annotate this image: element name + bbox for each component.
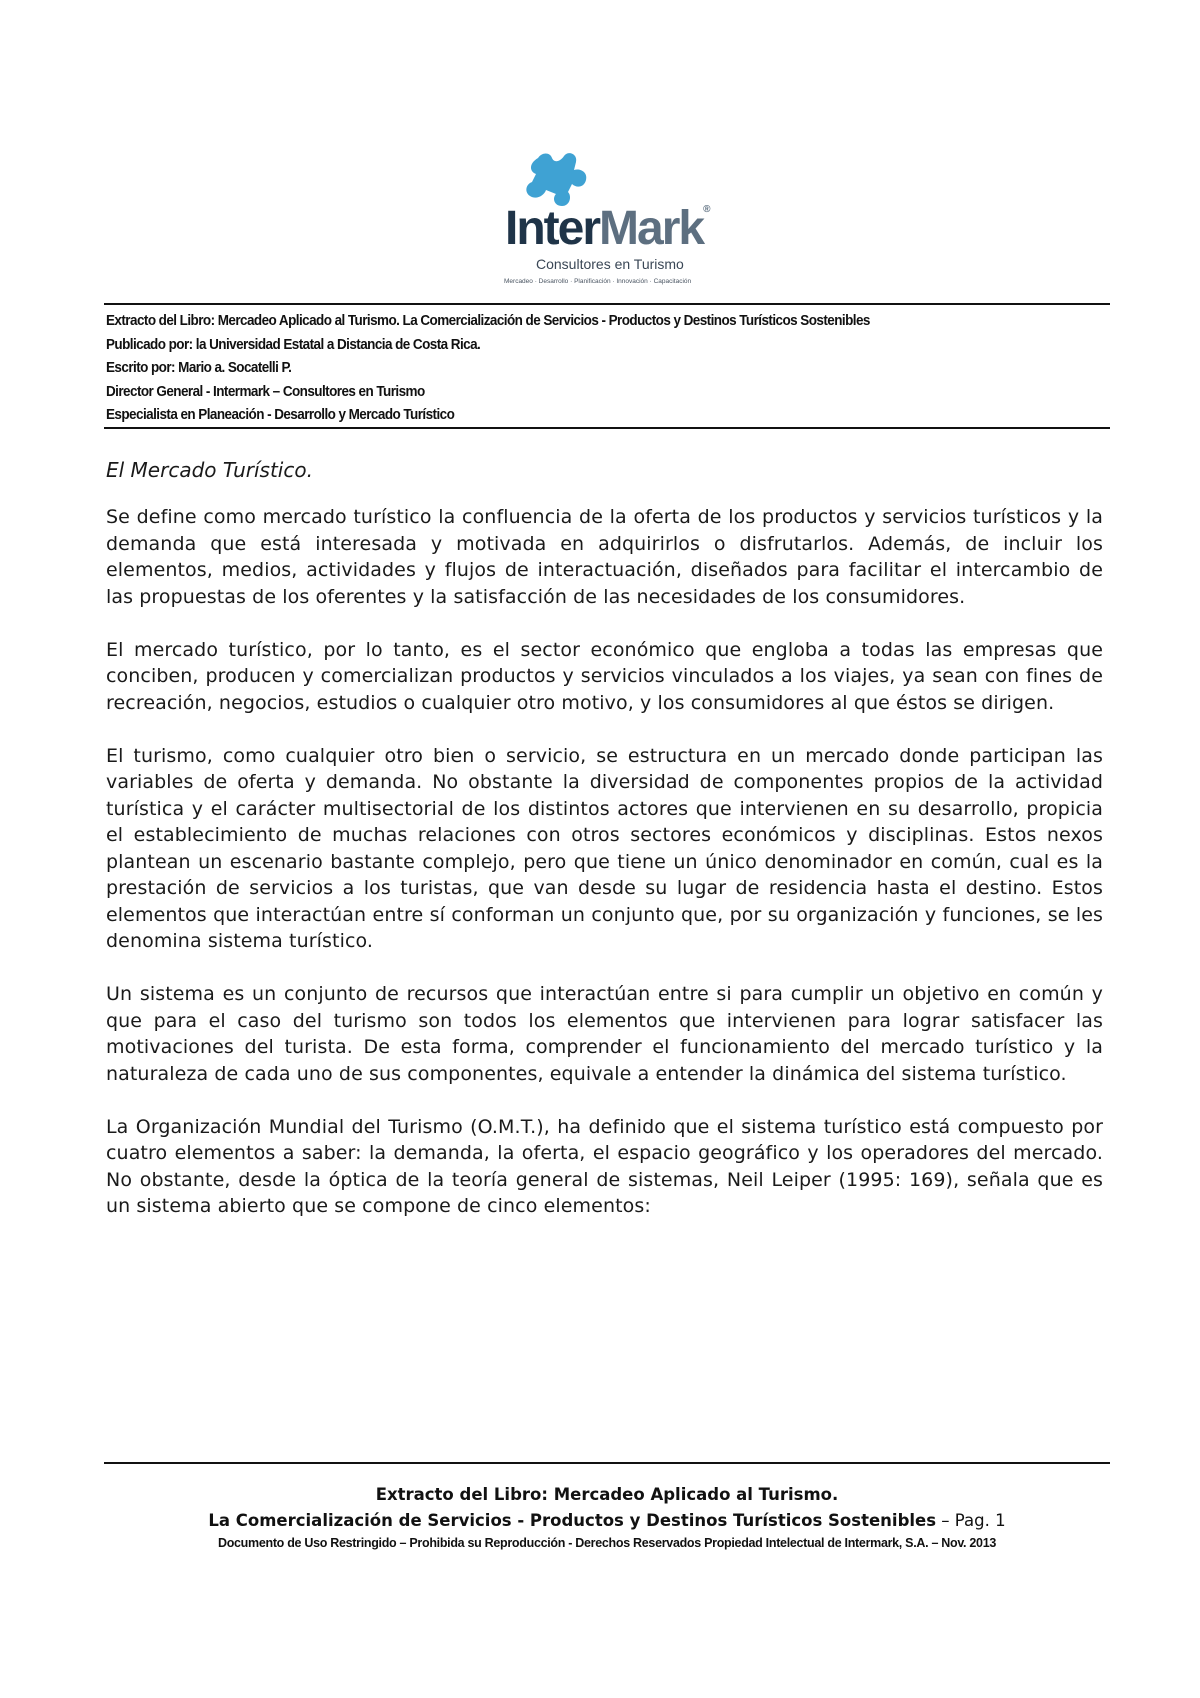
main-content (106, 456, 1103, 1246)
header-line-specialty: Especialista en Planeación - Desarrollo y Mercado Turístico (106, 407, 455, 423)
intermark-logo (500, 150, 710, 290)
brand-subtagline: Mercadeo · Desarrollo · Planificación · Innovación · Capacitación (504, 278, 692, 285)
paragraph: Se define como mercado turístico la confluencia de la oferta de los productos y servicios turísticos y la demanda que está interesada y motivada en adquirirlos o disfrutarlos. Además, de incluir los elementos, medios, actividades y flujos de interactuación, diseñados para facilitar el intercambio de las propuestas de los oferentes y la satisfacción de las necesidades de los consumidores. (106, 506, 1103, 608)
registered-mark: ® (703, 204, 711, 215)
section-title: El Mercado Turístico. (106, 458, 313, 482)
paragraph: El mercado turístico, por lo tanto, es el sector económico que engloba a todas las empresas que conciben, producen y comercializan productos y servicios vinculados a los viajes, ya sean con fines de recreación, negocios, estudios o cualquier otro motivo, y los consumidores al que éstos se dirigen. (106, 638, 1103, 714)
brand-wordmark (505, 202, 711, 255)
header-bottom-rule (104, 427, 1110, 429)
brand-tagline: Consultores en Turismo (536, 256, 684, 272)
footer-book-title: Extracto del Libro: Mercadeo Aplicado al Turismo. (375, 1485, 839, 1504)
header-top-rule (104, 303, 1110, 305)
header-line-author: Escrito por: Mario a. Socatelli P. (106, 360, 292, 376)
paragraph: La Organización Mundial del Turismo (O.M.T.), ha definido que el sistema turístico está compuesto por cuatro elementos a saber: la demanda, la oferta, el espacio geográfico y los operadores del mercado. No obstante, desde la óptica de la teoría general de sistemas, Neil Leiper (1995: 169), señala que es un sistema abierto que se compone de cinco elementos: (106, 1115, 1103, 1217)
header-line-publisher: Publicado por: la Universidad Estatal a Distancia de Costa Rica. (106, 336, 481, 353)
brand-first: Inter (505, 202, 600, 255)
document-header (106, 310, 1036, 428)
footer-subtitle: La Comercialización de Servicios - Productos y Destinos Turísticos Sostenibles (208, 1511, 937, 1530)
brand-second: Mark (599, 202, 704, 255)
header-line-book: Extracto del Libro: Mercadeo Aplicado al Turismo. La Comercialización de Servicios - Productos y Destinos Turísticos Sostenibles (106, 313, 870, 329)
footer-copyright: Documento de Uso Restringido – Prohibida su Reproducción - Derechos Reservados Propiedad Intelectual de Intermark, S.A. – Nov. 2013 (217, 1536, 997, 1550)
page-footer (104, 1476, 1110, 1552)
page-number: – Pag. 1 (936, 1511, 1006, 1530)
footer-rule (104, 1462, 1110, 1464)
header-line-role: Director General - Intermark – Consultores en Turismo (106, 383, 425, 400)
paragraph: El turismo, como cualquier otro bien o servicio, se estructura en un mercado donde participan las variables de oferta y demanda. No obstante la diversidad de componentes propios de la actividad turística y el carácter multisectorial de los distintos actores que intervienen en su desarrollo, propicia el establecimiento de muchas relaciones con otros sectores económicos y disciplinas. Estos nexos plantean un escenario bastante complejo, pero que tiene un único denominador en común, cual es la prestación de servicios a los turistas, que van desde su lugar de residencia hasta el destino. Estos elementos que interactúan entre sí conforman un conjunto que, por su organización y funciones, se les denomina sistema turístico. (106, 744, 1103, 952)
footer-subtitle-line (104, 1508, 1110, 1534)
paragraph: Un sistema es un conjunto de recursos que interactúan entre si para cumplir un objetivo en común y que para el caso del turismo son todos los elementos que intervienen para lograr satisfacer las motivaciones del turista. De esta forma, comprender el funcionamiento del mercado turístico y la naturaleza de cada uno de sus componentes, equivale a entender la dinámica del sistema turístico. (106, 983, 1103, 1085)
